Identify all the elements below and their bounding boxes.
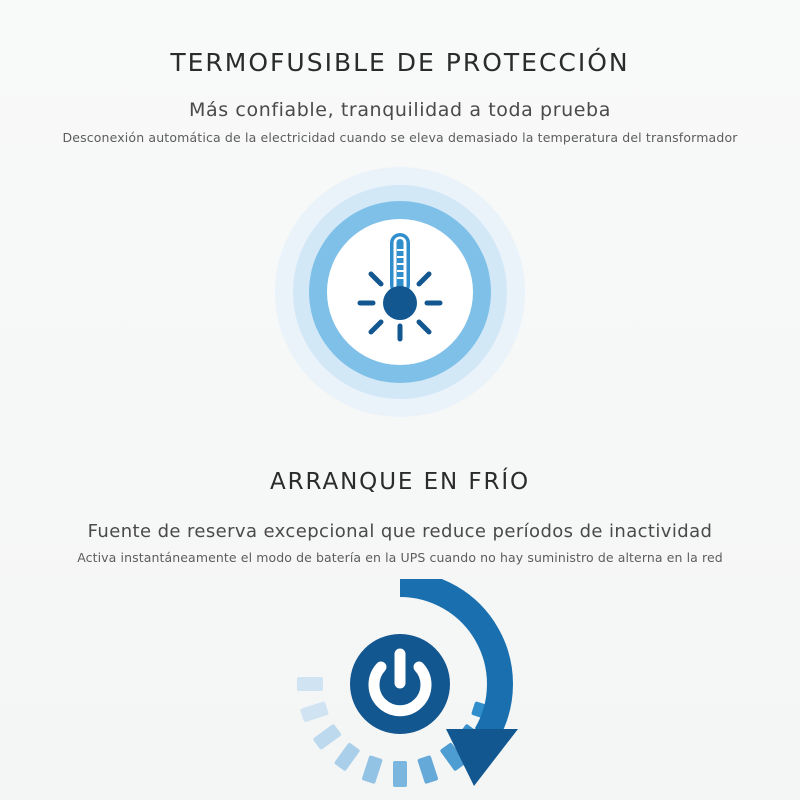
cold-start-description: Activa instantáneamente el modo de batería en la UPS cuando no hay suministro de alterna en la red xyxy=(77,550,723,565)
power-button-graphic xyxy=(250,579,550,794)
cold-start-subtitle: Fuente de reserva excepcional que reduce períodos de inactividad xyxy=(87,521,713,542)
page-title: TERMOFUSIBLE DE PROTECCIÓN xyxy=(170,48,630,77)
cold-start-title: ARRANQUE EN FRÍO xyxy=(269,469,531,495)
section-cold-start xyxy=(0,417,800,794)
thermometer-badge xyxy=(275,167,525,417)
thermometer-icon xyxy=(340,227,460,357)
thermal-fuse-description: Desconexión automática de la electricidad cuando se eleva demasiado la temperatura del transformador xyxy=(62,130,738,145)
thermal-fuse-subtitle: Más confiable, tranquilidad a toda prueba xyxy=(189,99,611,121)
power-button-icon xyxy=(250,579,550,794)
